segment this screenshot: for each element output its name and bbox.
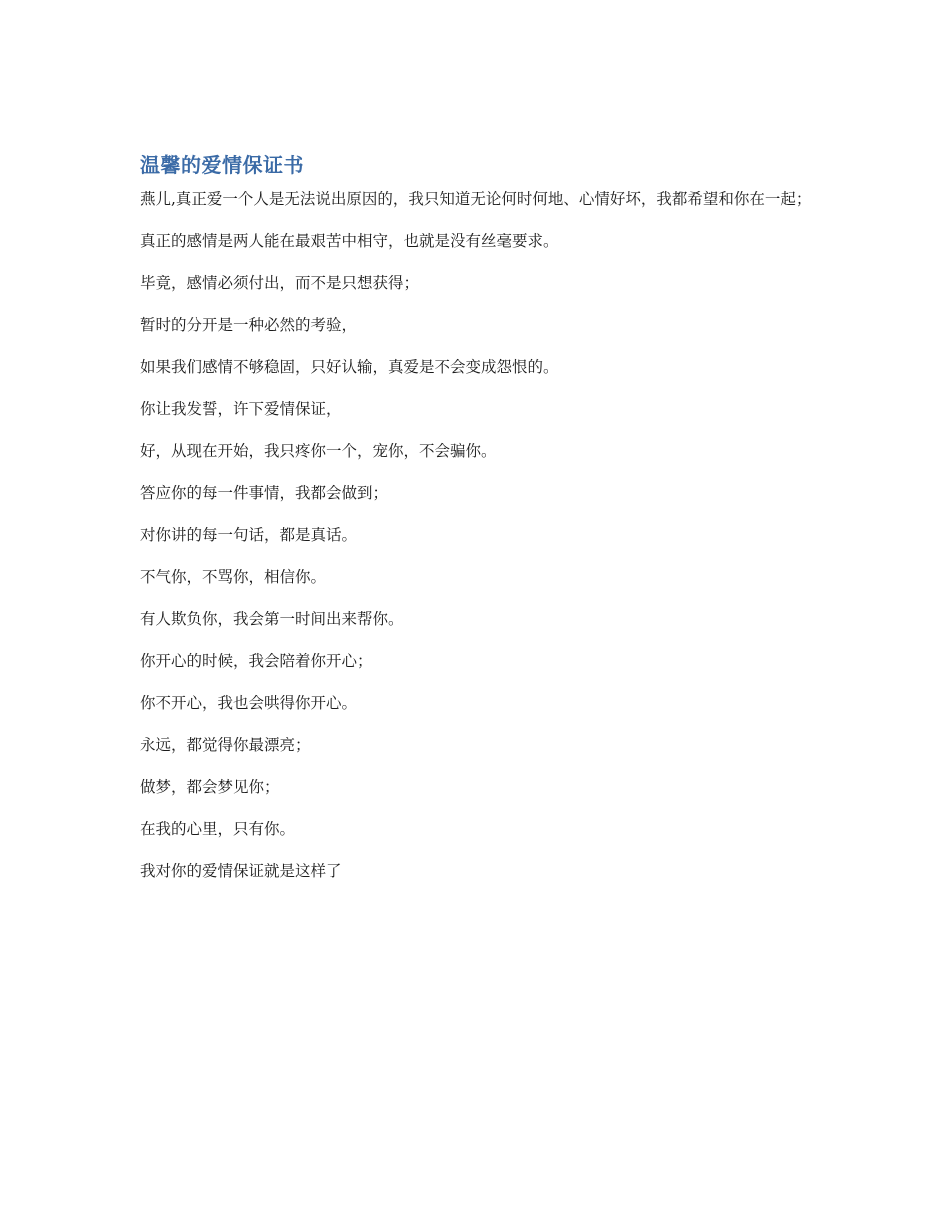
paragraph: 你让我发誓，许下爱情保证，: [140, 400, 342, 418]
paragraph: 好，从现在开始，我只疼你一个，宠你，不会骗你。: [140, 442, 497, 460]
paragraph: 暂时的分开是一种必然的考验，: [140, 316, 358, 334]
paragraph: 不气你，不骂你，相信你。: [140, 568, 327, 586]
paragraph: 真正的感情是两人能在最艰苦中相守，也就是没有丝毫要求。: [140, 232, 559, 250]
paragraph: 你不开心，我也会哄得你开心。: [140, 694, 358, 712]
paragraph: 如果我们感情不够稳固，只好认输，真爱是不会变成怨恨的。: [140, 358, 559, 376]
paragraph: 毕竟，感情必须付出，而不是只想获得；: [140, 274, 420, 292]
paragraph: 有人欺负你，我会第一时间出来帮你。: [140, 610, 404, 628]
paragraph: 在我的心里，只有你。: [140, 820, 296, 838]
paragraph: 你开心的时候，我会陪着你开心；: [140, 652, 373, 670]
document-page: [140, 150, 820, 900]
paragraph: 我对你的爱情保证就是这样了: [140, 862, 342, 880]
paragraph: 燕儿,真正爱一个人是无法说出原因的，我只知道无论何时何地、心情好坏，我都希望和你在一起；: [140, 190, 812, 208]
paragraph: 对你讲的每一句话，都是真话。: [140, 526, 358, 544]
paragraph: 做梦，都会梦见你；: [140, 778, 280, 796]
paragraph: 永远，都觉得你最漂亮；: [140, 736, 311, 754]
paragraph: 答应你的每一件事情，我都会做到；: [140, 484, 389, 502]
document-title: 温馨的爱情保证书: [140, 153, 304, 177]
